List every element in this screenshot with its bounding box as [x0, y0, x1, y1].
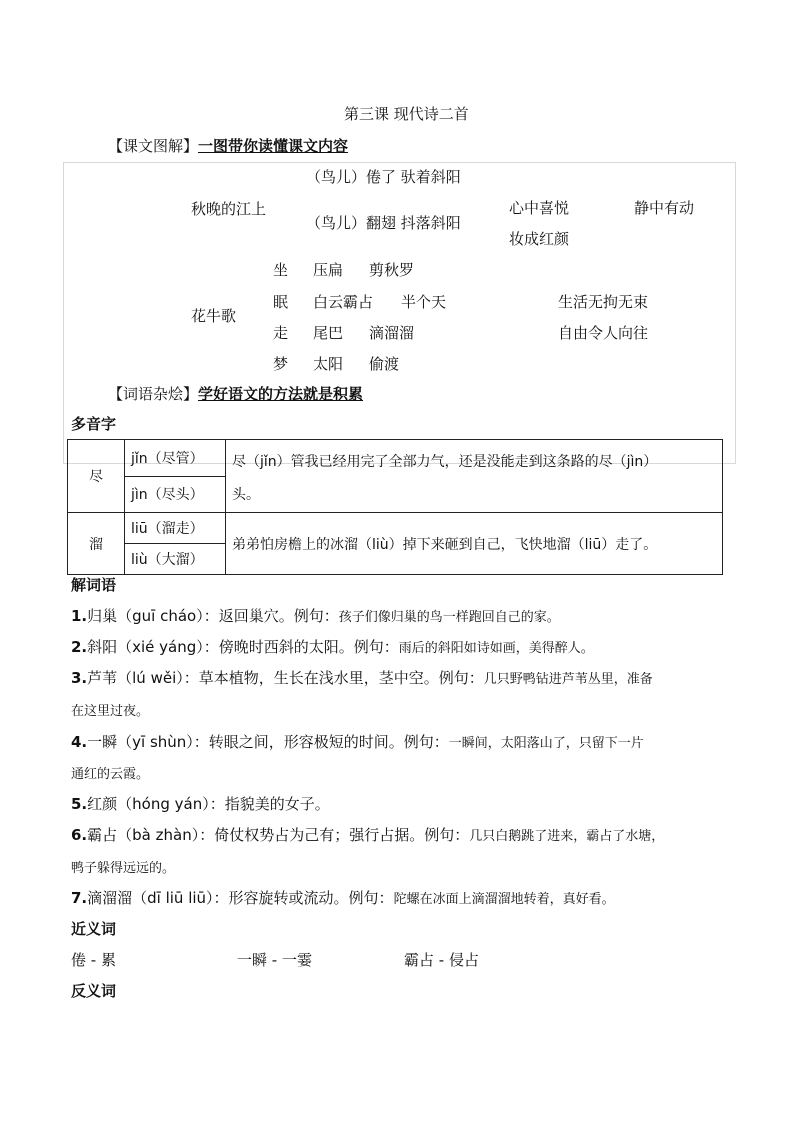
synonyms-heading: 近义词 — [71, 920, 117, 938]
poem1-mid2: 妆成红颜 — [509, 230, 570, 248]
poem2-verb: 坐 — [273, 261, 289, 279]
poem2-theme1: 生活无拘无束 — [558, 293, 649, 311]
vocab-item: 1.归巢（guī cháo）：返回巢穴。例句：孩子们像归巢的鸟一样跑回自己的家。 — [71, 607, 560, 625]
vocab-item: 7.滴溜溜（dī liū liū）：形容旋转或流动。例句：陀螺在冰面上滴溜溜地转着，真好看。 — [71, 889, 615, 907]
poly-pinyin: jìn（尽头） — [125, 476, 226, 513]
poly-char: 尽 — [68, 440, 125, 513]
poem2-verb: 梦 — [273, 355, 289, 373]
vocab-item: 4.一瞬（yī shùn）：转眼之间，形容极短的时间。例句：一瞬间，太阳落山了，只留下一片 — [71, 733, 644, 751]
poem1-line1: （鸟儿）倦了 驮着斜阳 — [306, 168, 461, 186]
poem2-a: 白云霸占 — [313, 293, 374, 311]
page-title: 第三课 现代诗二首 — [344, 105, 469, 123]
vocab-item: 3.芦苇（lú wěi）：草本植物，生长在浅水里，茎中空。例句：几只野鸭钻进芦苇丛里，准备 — [71, 669, 653, 687]
polyphone-heading: 多音字 — [71, 415, 117, 433]
poly-pinyin: liū（溜走） — [125, 513, 226, 544]
poem2-b: 滴溜溜 — [369, 324, 415, 342]
poem1-theme: 静中有动 — [634, 199, 695, 217]
section-heading-words — [108, 383, 363, 404]
section-title: 学好语文的方法就是积累 — [198, 385, 364, 403]
synonym-pair: 倦 - 累 — [71, 951, 116, 969]
poem2-theme2: 自由令人向往 — [558, 324, 649, 342]
poly-pinyin: jǐn（尽管） — [125, 440, 226, 477]
vocab-item-cont: 鸭子躲得远远的。 — [71, 861, 176, 876]
section-label: 【词语杂烩】 — [108, 385, 199, 403]
poem2-name: 花牛歌 — [191, 307, 237, 325]
synonym-pair: 霸占 - 侵占 — [404, 951, 479, 969]
poem2-a: 太阳 — [313, 355, 344, 373]
poem2-verb: 走 — [273, 324, 289, 342]
vocab-item: 2.斜阳（xié yáng）：傍晚时西斜的太阳。例句：雨后的斜阳如诗如画，美得醉人。 — [71, 638, 594, 656]
vocab-item-cont: 通红的云霞。 — [71, 767, 150, 782]
poly-sentence: 弟弟怕房檐上的冰溜（liù）掉下来砸到自己，飞快地溜（liū）走了。 — [226, 513, 723, 575]
poem1-line2: （鸟儿）翻翅 抖落斜阳 — [306, 214, 461, 232]
poly-sentence: 尽（jǐn）管我已经用完了全部力气，还是没能走到这条路的尽（jìn） 头。 — [226, 440, 723, 513]
section-label: 【课文图解】 — [108, 137, 199, 155]
poly-pinyin: liù（大溜） — [125, 544, 226, 575]
poem2-a: 尾巴 — [313, 324, 344, 342]
vocab-item: 5.红颜（hóng yán）：指貌美的女子。 — [71, 795, 330, 813]
vocab-item: 6.霸占（bà zhàn）：倚仗权势占为己有；强行占据。例句：几只白鹅跳了进来，霸占了水塘， — [71, 826, 665, 844]
section-heading-diagram — [108, 135, 348, 156]
poem2-b: 偷渡 — [369, 355, 400, 373]
poem2-verb: 眠 — [273, 293, 289, 311]
vocab-item-cont: 在这里过夜。 — [71, 704, 150, 719]
poem1-name: 秋晚的江上 — [191, 200, 267, 218]
synonym-pair: 一瞬 - 一霎 — [237, 951, 312, 969]
poly-char: 溜 — [68, 513, 125, 575]
poem2-a: 压扁 — [313, 261, 344, 279]
table-row — [68, 440, 723, 477]
poem1-mid1: 心中喜悦 — [509, 199, 570, 217]
polyphone-table — [67, 439, 723, 575]
poem2-b: 半个天 — [401, 293, 447, 311]
section-title: 一图带你读懂课文内容 — [198, 137, 349, 155]
antonyms-heading: 反义词 — [71, 982, 117, 1000]
vocab-heading: 解词语 — [71, 576, 117, 594]
poem2-b: 剪秋罗 — [369, 261, 415, 279]
table-row — [68, 513, 723, 544]
